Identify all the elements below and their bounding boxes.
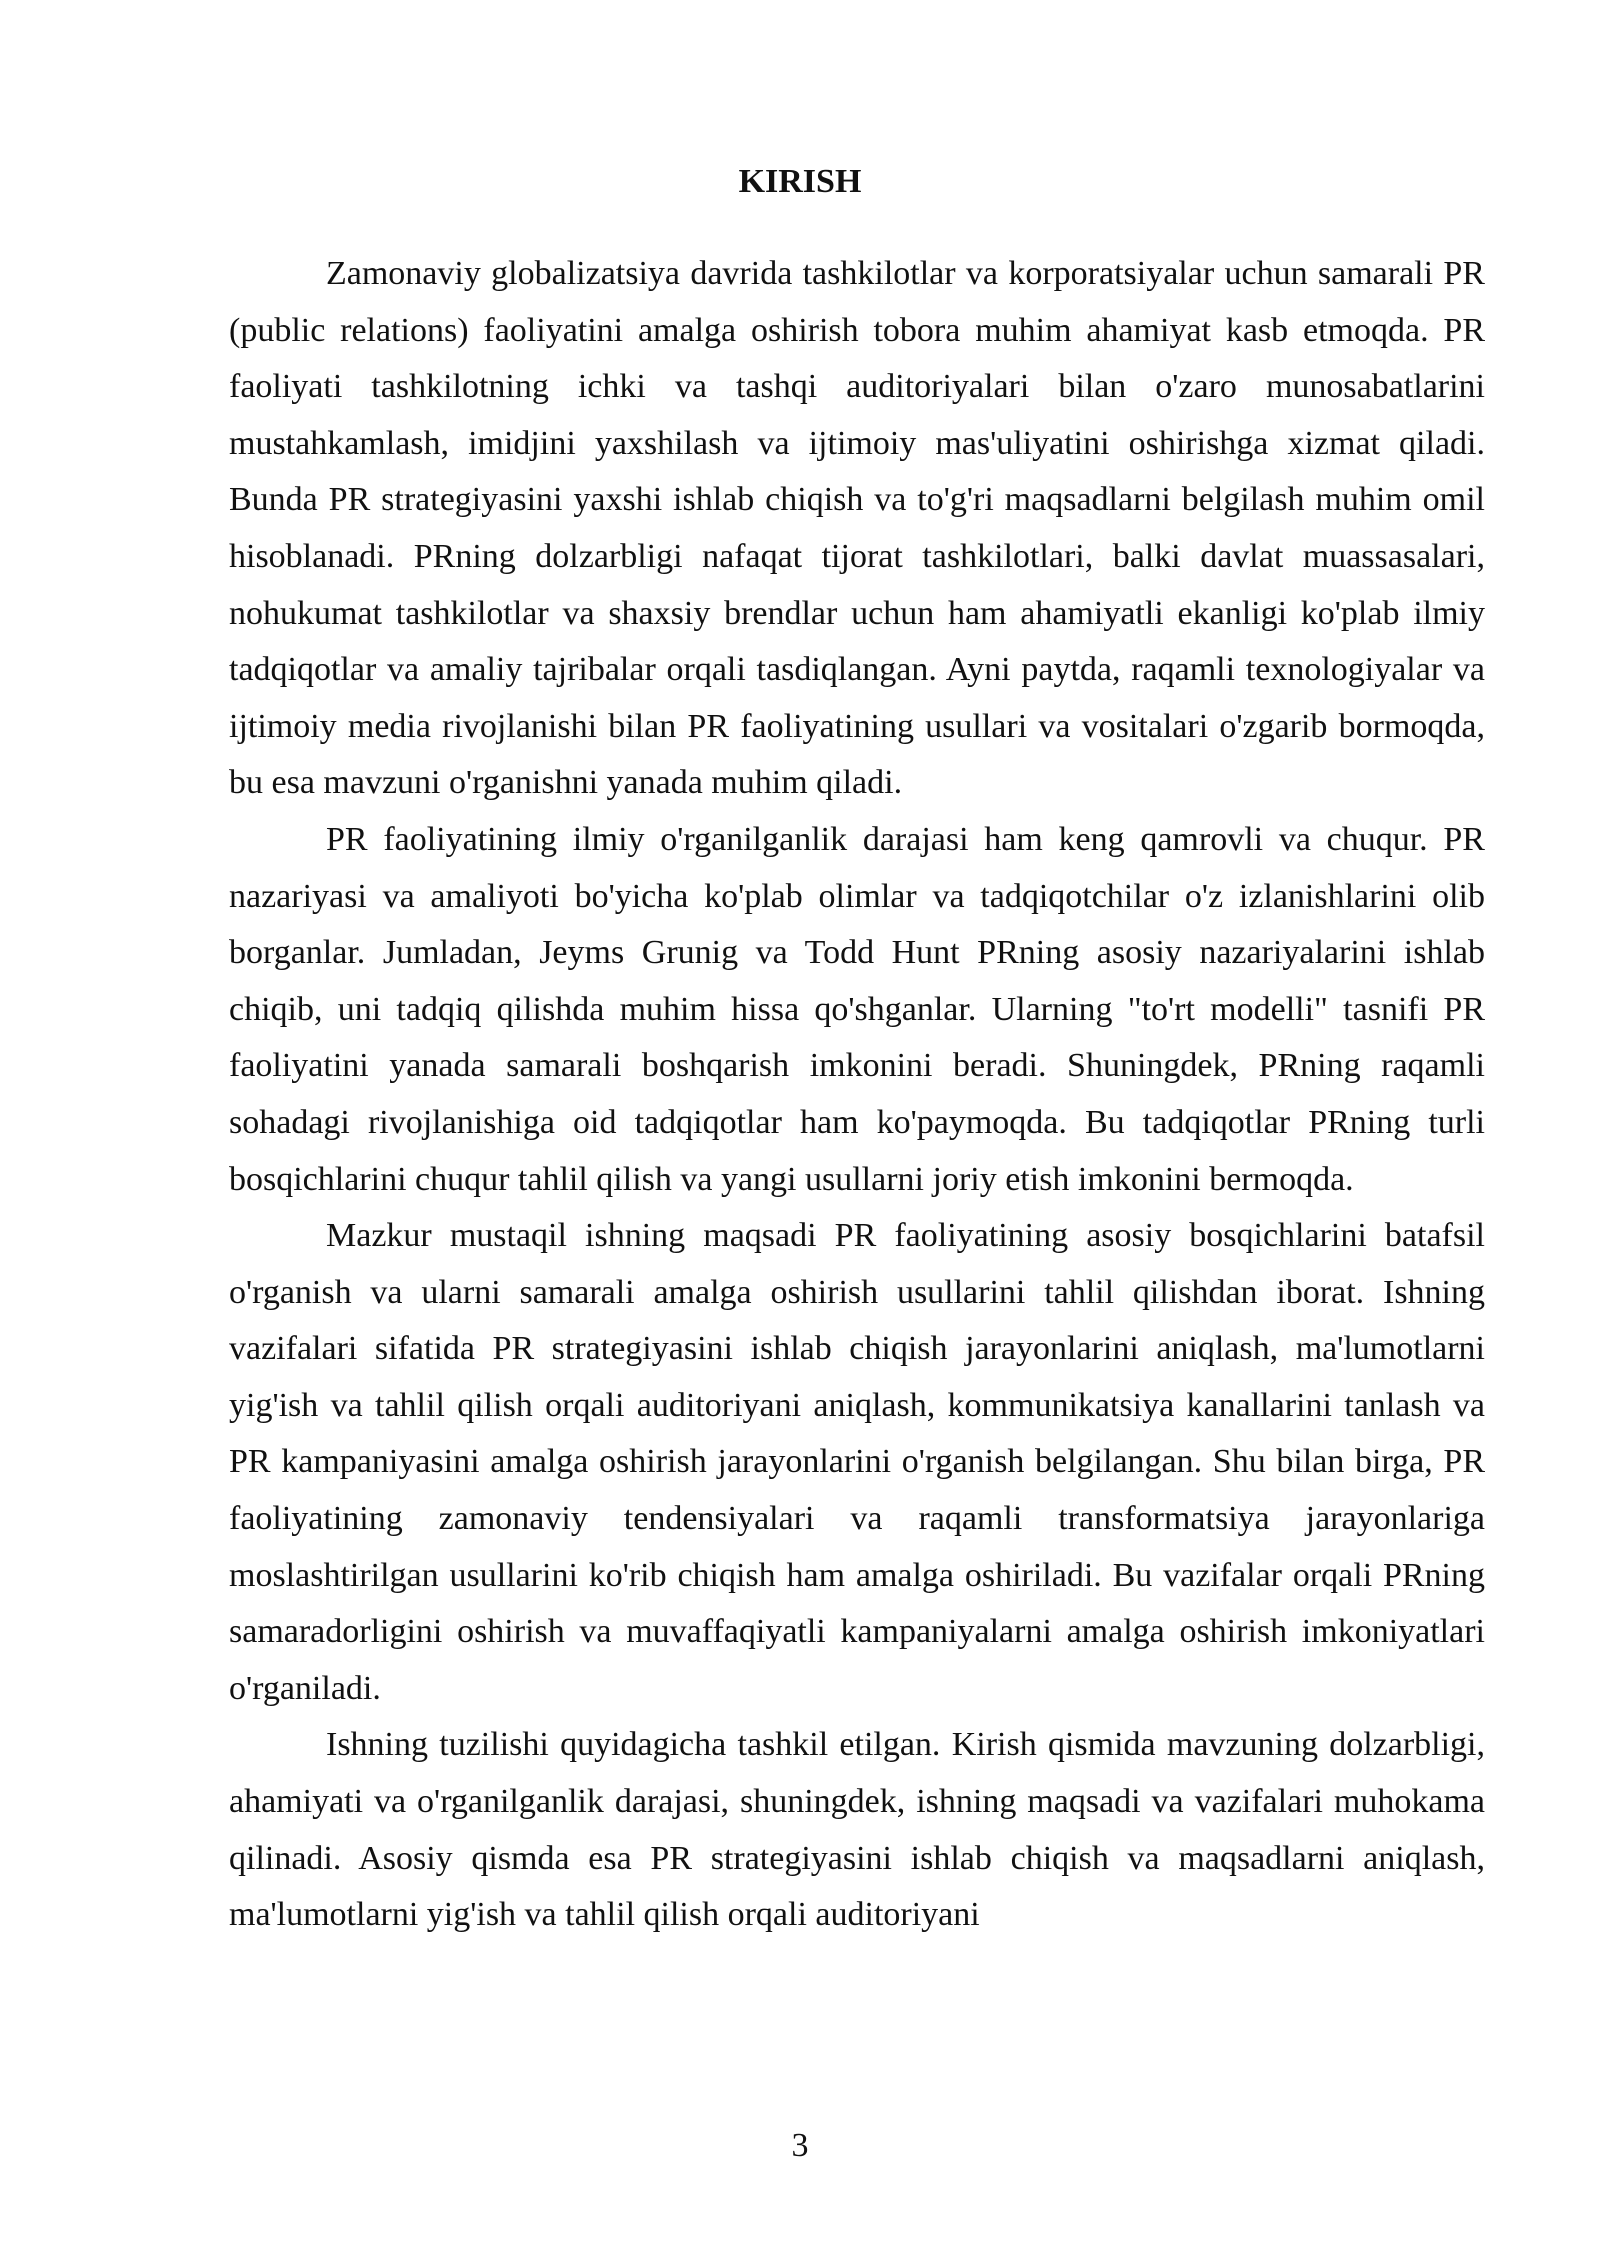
body-text <box>229 246 1485 1944</box>
paragraph-4: Ishning tuzilishi quyidagicha tashkil etilgan. Kirish qismida mavzuning dolzarbligi, ahamiyati va o'rganilganlik darajasi, shuningdek, ishning maqsadi va vazifalari muhokama qilinadi. Asosiy qismda esa PR strategiyasini ishlab chiqish va maqsadlarni aniqlash, ma'lumotlarni yig'ish va tahlil qilish orqali auditoriyani <box>229 1726 1485 1934</box>
page-number: 3 <box>791 2127 809 2164</box>
paragraph-3: Mazkur mustaqil ishning maqsadi PR faoliyatining asosiy bosqichlarini batafsil o'rganish va ularni samarali amalga oshirish usullarini tahlil qilishdan iborat. Ishning vazifalari sifatida PR strategiyasini ishlab chiqish jarayonlarini aniqlash, ma'lumotlarni yig'ish va tahlil qilish orqali auditoriyani aniqlash, kommunikatsiya kanallarini tanlash va PR kampaniyasini amalga oshirish jarayonlarini o'rganish belgilangan. Shu bilan birga, PR faoliyatining zamonaviy tendensiyalari va raqamli transformatsiya jarayonlariga moslashtirilgan usullarini ko'rib chiqish ham amalga oshiriladi. Bu vazifalar orqali PRning samaradorligini oshirish va muvaffaqiyatli kampaniyalarni amalga oshirish imkoniyatlari o'rganiladi. <box>229 1217 1485 1707</box>
paragraph-2: PR faoliyatining ilmiy o'rganilganlik darajasi ham keng qamrovli va chuqur. PR nazariyasi va amaliyoti bo'yicha ko'plab olimlar va tadqiqotchilar o'z izlanishlarini olib borganlar. Jumladan, Jeyms Grunig va Todd Hunt PRning asosiy nazariyalarini ishlab chiqib, uni tadqiq qilishda muhim hissa qo'shganlar. Ularning "to'rt modelli" tasnifi PR faoliyatini yanada samarali boshqarish imkonini beradi. Shuningdek, PRning raqamli sohadagi rivojlanishiga oid tadqiqotlar ham ko'paymoqda. Bu tadqiqotlar PRning turli bosqichlarini chuqur tahlil qilish va yangi usullarni joriy etish imkonini bermoqda. <box>229 820 1485 1198</box>
paragraph-1: Zamonaviy globalizatsiya davrida tashkilotlar va korporatsiyalar uchun samarali PR (public relations) faoliyatini amalga oshirish tobora muhim ahamiyat kasb etmoqda. PR faoliyati tashkilotning ichki va tashqi auditoriyalari bilan o'zaro munosabatlarini mustahkamlash, imidjini yaxshilash va ijtimoiy mas'uliyatini oshirishga xizmat qiladi. Bunda PR strategiyasini yaxshi ishlab chiqish va to'g'ri maqsadlarni belgilash muhim omil hisoblanadi. PRning dolzarbligi nafaqat tijorat tashkilotlari, balki davlat muassasalari, nohukumat tashkilotlar va shaxsiy brendlar uchun ham ahamiyatli ekanligi ko'plab ilmiy tadqiqotlar va amaliy tajribalar orqali tasdiqlangan. Ayni paytda, raqamli texnologiyalar va ijtimoiy media rivojlanishi bilan PR faoliyatining usullari va vositalari o'zgarib bormoqda, bu esa mavzuni o'rganishni yanada muhim qiladi. <box>229 255 1485 802</box>
page-title: KIRISH <box>738 163 862 200</box>
